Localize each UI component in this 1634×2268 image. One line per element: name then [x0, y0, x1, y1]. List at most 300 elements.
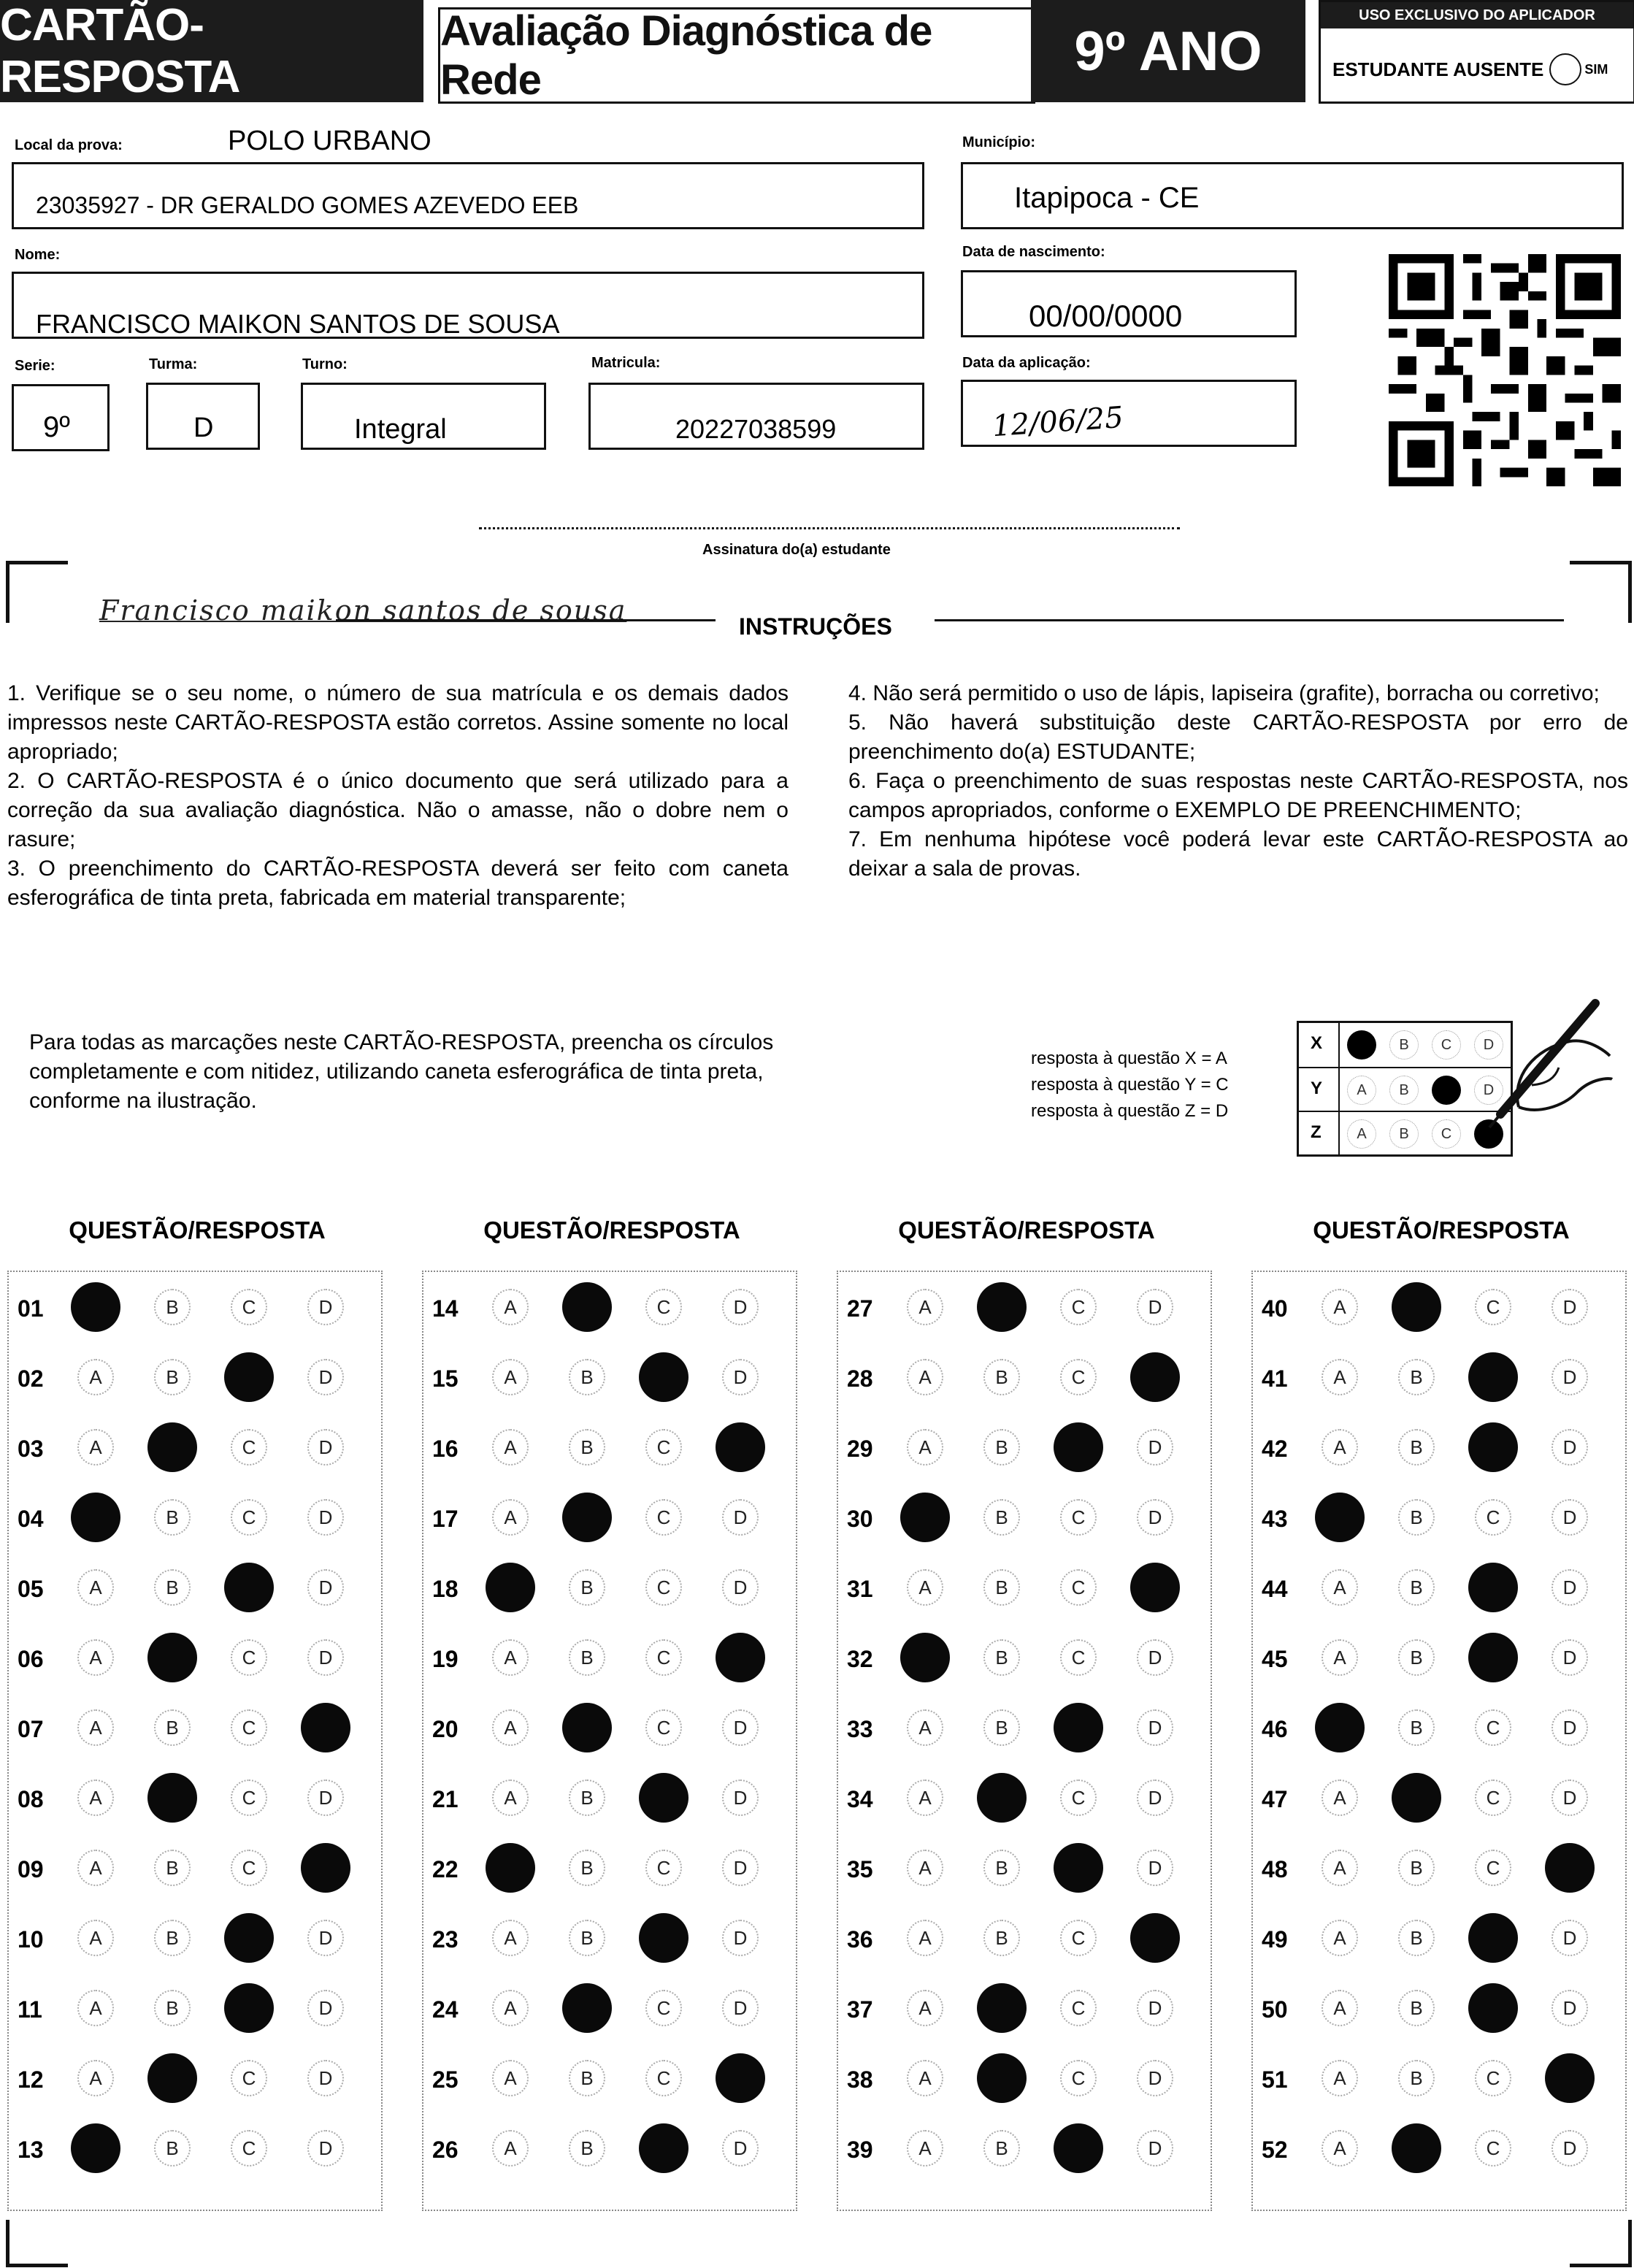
answer-bubble-a[interactable]: A — [907, 1709, 943, 1746]
student-signature: Francisco maikon santos de sousa — [99, 594, 627, 627]
answer-bubble-a[interactable]: A — [1322, 1920, 1358, 1956]
answer-bubble-c[interactable]: C — [231, 1429, 267, 1466]
answer-bubble-c[interactable]: C — [1060, 2060, 1097, 2096]
answer-bubble-a[interactable]: A — [77, 1429, 114, 1466]
answer-bubble-a[interactable] — [71, 1493, 120, 1542]
answer-bubble-a[interactable]: A — [907, 1920, 943, 1956]
answer-bubble-d[interactable]: D — [1137, 1850, 1173, 1886]
answer-bubble-b[interactable] — [977, 1282, 1027, 1332]
answer-bubble-a[interactable]: A — [492, 1499, 529, 1536]
answer-bubble-d[interactable]: D — [1551, 2130, 1588, 2167]
answer-bubble-d[interactable]: D — [1551, 1429, 1588, 1466]
answer-bubble-d[interactable]: D — [307, 1779, 344, 1816]
example-bubble-c: C — [1432, 1030, 1461, 1060]
answer-bubble-b[interactable]: B — [154, 1850, 191, 1886]
answer-bubble-d[interactable]: D — [307, 1990, 344, 2026]
column-title: QUESTÃO/RESPOSTA — [1313, 1217, 1570, 1244]
answer-bubble-b[interactable]: B — [154, 1569, 191, 1606]
answer-bubble-a[interactable]: A — [77, 1639, 114, 1676]
exam-title-banner — [438, 7, 1035, 104]
answer-bubble-b[interactable]: B — [569, 1569, 605, 1606]
answer-bubble-c[interactable] — [1468, 1563, 1518, 1612]
question-number: 03 — [18, 1436, 44, 1462]
municipio-label: Município: — [962, 134, 1035, 150]
answer-bubble-c[interactable]: C — [1475, 1289, 1511, 1325]
answer-bubble-c[interactable] — [1468, 1633, 1518, 1682]
answer-bubble-a[interactable]: A — [492, 1709, 529, 1746]
question-number: 30 — [847, 1506, 873, 1532]
answer-bubble-b[interactable]: B — [983, 1639, 1020, 1676]
answer-bubble-b[interactable]: B — [569, 1779, 605, 1816]
question-row — [837, 1986, 1231, 2030]
answer-bubble-b[interactable]: B — [1398, 1429, 1435, 1466]
absent-label: ESTUDANTE AUSENTE — [1332, 58, 1544, 80]
question-number: 42 — [1262, 1436, 1288, 1462]
answer-bubble-a[interactable] — [71, 2123, 120, 2173]
answer-bubble-b[interactable] — [1392, 1282, 1441, 1332]
answer-bubble-a[interactable]: A — [1322, 1289, 1358, 1325]
corner-bottom-right — [1570, 2220, 1632, 2267]
question-row — [7, 1846, 402, 1890]
answer-bubble-a[interactable] — [71, 1282, 120, 1332]
question-number: 51 — [1262, 2066, 1288, 2093]
turno-value: Integral — [354, 414, 447, 445]
answer-bubble-c[interactable] — [639, 1913, 688, 1963]
answer-bubble-c[interactable]: C — [1060, 1289, 1097, 1325]
answer-bubble-a[interactable]: A — [1322, 1569, 1358, 1606]
answer-bubble-c[interactable]: C — [645, 1990, 682, 2026]
absent-row — [1332, 53, 1608, 85]
answer-bubble-d[interactable] — [301, 1703, 350, 1752]
answer-bubble-c[interactable] — [639, 2123, 688, 2173]
answer-bubble-b[interactable]: B — [569, 1359, 605, 1395]
question-row — [1251, 1495, 1634, 1539]
answer-bubble-d[interactable]: D — [1551, 1709, 1588, 1746]
turma-label: Turma: — [149, 356, 198, 372]
example-row-label: Y — [1311, 1079, 1323, 1098]
answer-bubble-b[interactable] — [147, 1633, 197, 1682]
instruction-item: 2. O CARTÃO-RESPOSTA é o único documento que será utilizado para a correção da sua avaliação diagnóstica. Não o amasse, não o dobre nem o rasure; — [7, 769, 789, 851]
answer-bubble-d[interactable]: D — [1137, 1990, 1173, 2026]
answer-bubble-c[interactable]: C — [1475, 1779, 1511, 1816]
answer-bubble-d[interactable]: D — [307, 1569, 344, 1606]
answer-bubble-b[interactable] — [977, 2053, 1027, 2103]
question-number: 15 — [432, 1365, 459, 1392]
answer-bubble-d[interactable]: D — [307, 1499, 344, 1536]
fill-instructions: Para todas as marcações neste CARTÃO-RESPOSTA, preencha os círculos completamente e com nitidez, utilizando caneta esferográfica de tinta preta, conforme na ilustração. — [29, 1030, 774, 1113]
example-row-label: Z — [1311, 1122, 1322, 1142]
answer-bubble-b[interactable]: B — [569, 2060, 605, 2096]
instructions-rule-left — [336, 619, 716, 621]
answer-bubble-d[interactable]: D — [307, 1289, 344, 1325]
answer-bubble-b[interactable]: B — [154, 2130, 191, 2167]
question-number: 36 — [847, 1926, 873, 1953]
example-row-divider — [1338, 1112, 1340, 1156]
nome-field — [12, 272, 924, 339]
example-bubble-d: D — [1474, 1076, 1503, 1105]
question-row — [422, 1986, 816, 2030]
answer-bubble-c[interactable]: C — [231, 1289, 267, 1325]
answer-bubble-d[interactable]: D — [722, 1850, 759, 1886]
answer-bubble-d[interactable]: D — [307, 1920, 344, 1956]
question-number: 07 — [18, 1716, 44, 1742]
answer-bubble-c[interactable]: C — [645, 1639, 682, 1676]
turma-field — [146, 383, 260, 450]
answer-bubble-c[interactable] — [1054, 2123, 1103, 2173]
answer-bubble-b[interactable] — [1392, 1773, 1441, 1823]
question-number: 08 — [18, 1786, 44, 1812]
answer-bubble-a[interactable]: A — [907, 1289, 943, 1325]
answer-bubble-a[interactable]: A — [492, 1359, 529, 1395]
question-number: 09 — [18, 1856, 44, 1882]
answer-bubble-b[interactable]: B — [1398, 1499, 1435, 1536]
answer-bubble-b[interactable]: B — [983, 1569, 1020, 1606]
question-row — [1251, 1566, 1634, 1609]
answer-bubble-a[interactable]: A — [1322, 1639, 1358, 1676]
answer-bubble-c[interactable]: C — [231, 1779, 267, 1816]
question-number: 47 — [1262, 1786, 1288, 1812]
answer-bubble-a[interactable]: A — [77, 1569, 114, 1606]
answer-bubble-a[interactable]: A — [77, 1920, 114, 1956]
answer-bubble-d[interactable]: D — [1137, 1709, 1173, 1746]
answer-bubble-c[interactable]: C — [231, 1850, 267, 1886]
instructions-left — [7, 679, 789, 913]
question-number: 16 — [432, 1436, 459, 1462]
answer-bubble-d[interactable]: D — [1551, 1779, 1588, 1816]
question-number: 45 — [1262, 1646, 1288, 1672]
question-row — [837, 1846, 1231, 1890]
answer-bubble-a[interactable]: A — [492, 2130, 529, 2167]
answer-bubble-a[interactable]: A — [907, 1359, 943, 1395]
answer-bubble-d[interactable]: D — [1551, 1990, 1588, 2026]
answer-bubble-d[interactable]: D — [307, 2130, 344, 2167]
answer-bubble-b[interactable] — [562, 1703, 612, 1752]
answer-bubble-b[interactable]: B — [1398, 1850, 1435, 1886]
answer-bubble-b[interactable]: B — [154, 1920, 191, 1956]
answer-bubble-b[interactable]: B — [1398, 1359, 1435, 1395]
answer-bubble-a[interactable]: A — [1322, 1359, 1358, 1395]
answer-bubble-b[interactable]: B — [569, 1920, 605, 1956]
instructions-rule-right — [935, 619, 1564, 621]
answer-bubble-c[interactable]: C — [1060, 1990, 1097, 2026]
answer-bubble-c[interactable]: C — [1475, 1709, 1511, 1746]
answer-bubble-c[interactable] — [224, 1563, 274, 1612]
answer-bubble-a[interactable]: A — [492, 2060, 529, 2096]
question-number: 35 — [847, 1856, 873, 1882]
question-number: 17 — [432, 1506, 459, 1532]
answer-bubble-b[interactable]: B — [569, 1850, 605, 1886]
answer-bubble-b[interactable] — [1392, 2123, 1441, 2173]
answer-bubble-c[interactable]: C — [1475, 1850, 1511, 1886]
answer-bubble-a[interactable] — [486, 1843, 535, 1893]
answer-bubble-b[interactable]: B — [1398, 1569, 1435, 1606]
answer-bubble-b[interactable]: B — [983, 1850, 1020, 1886]
answer-bubble-a[interactable]: A — [907, 2060, 943, 2096]
answer-bubble-b[interactable]: B — [983, 1920, 1020, 1956]
answer-bubble-c[interactable]: C — [231, 2130, 267, 2167]
answer-bubble-a[interactable]: A — [77, 1359, 114, 1395]
answer-bubble-b[interactable]: B — [154, 1499, 191, 1536]
answer-bubble-b[interactable] — [977, 1983, 1027, 2033]
answer-bubble-a[interactable]: A — [77, 2060, 114, 2096]
instruction-item: 5. Não haverá substituição deste CARTÃO-RESPOSTA por erro de preenchimento do(a) ESTUDANTE; — [848, 710, 1628, 764]
answer-bubble-d[interactable] — [301, 1843, 350, 1893]
question-number: 46 — [1262, 1716, 1288, 1742]
question-number: 21 — [432, 1786, 459, 1812]
card-title: CARTÃO-RESPOSTA — [0, 0, 240, 102]
question-number: 39 — [847, 2137, 873, 2163]
answer-bubble-b[interactable] — [147, 1422, 197, 1472]
answer-bubble-a[interactable]: A — [492, 1920, 529, 1956]
answer-bubble-c[interactable]: C — [1475, 2130, 1511, 2167]
question-number: 25 — [432, 2066, 459, 2093]
answer-bubble-d[interactable]: D — [722, 1779, 759, 1816]
question-number: 12 — [18, 2066, 44, 2093]
answer-bubble-d[interactable]: D — [1551, 1639, 1588, 1676]
municipio-field — [961, 162, 1624, 229]
answer-bubble-b[interactable]: B — [1398, 1639, 1435, 1676]
answer-bubble-c[interactable]: C — [645, 2060, 682, 2096]
answer-bubble-d[interactable]: D — [1551, 1359, 1588, 1395]
question-number: 19 — [432, 1646, 459, 1672]
serie-label: Serie: — [15, 358, 55, 374]
example-bubble-a: A — [1347, 1119, 1376, 1149]
answer-bubble-b[interactable]: B — [154, 1990, 191, 2026]
answer-bubble-c[interactable] — [1468, 1352, 1518, 1402]
question-row — [422, 1776, 816, 1820]
answer-bubble-a[interactable]: A — [492, 1289, 529, 1325]
answer-bubble-a[interactable]: A — [77, 1990, 114, 2026]
answer-bubble-c[interactable]: C — [231, 2060, 267, 2096]
answer-bubble-a[interactable]: A — [77, 1850, 114, 1886]
answer-bubble-c[interactable]: C — [1060, 1920, 1097, 1956]
question-row — [837, 1636, 1231, 1679]
answer-bubble-d[interactable] — [1545, 1843, 1595, 1893]
answer-bubble-b[interactable] — [977, 1773, 1027, 1823]
answer-bubble-c[interactable]: C — [645, 1289, 682, 1325]
example-bubble-b: B — [1389, 1076, 1419, 1105]
answer-bubble-d[interactable]: D — [722, 1499, 759, 1536]
answer-bubble-a[interactable] — [900, 1633, 950, 1682]
answer-bubble-b[interactable]: B — [1398, 1709, 1435, 1746]
answer-bubble-a[interactable]: A — [907, 1569, 943, 1606]
answer-bubble-c[interactable] — [224, 1913, 274, 1963]
answer-bubble-a[interactable]: A — [907, 1779, 943, 1816]
answer-bubble-c[interactable]: C — [645, 1499, 682, 1536]
matricula-label: Matricula: — [591, 355, 661, 371]
answer-bubble-c[interactable]: C — [231, 1499, 267, 1536]
answer-bubble-d[interactable] — [716, 2053, 765, 2103]
answer-bubble-d[interactable]: D — [1551, 1289, 1588, 1325]
answer-bubble-c[interactable] — [639, 1352, 688, 1402]
answer-bubble-c[interactable]: C — [1060, 1639, 1097, 1676]
answer-bubble-c[interactable]: C — [645, 1429, 682, 1466]
answer-bubble-c[interactable]: C — [645, 1709, 682, 1746]
question-number: 44 — [1262, 1576, 1288, 1602]
answer-bubble-d[interactable]: D — [1137, 1429, 1173, 1466]
question-row — [7, 1495, 402, 1539]
question-row — [837, 1776, 1231, 1820]
answer-bubble-a[interactable] — [1315, 1493, 1365, 1542]
answer-bubble-a[interactable]: A — [1322, 1990, 1358, 2026]
answer-bubble-d[interactable] — [1130, 1913, 1180, 1963]
answer-bubble-a[interactable]: A — [1322, 1850, 1358, 1886]
signature-line — [479, 527, 1180, 529]
question-row — [837, 2126, 1231, 2170]
answer-bubble-a[interactable]: A — [1322, 2060, 1358, 2096]
answer-bubble-c[interactable]: C — [1060, 1499, 1097, 1536]
answer-bubble-c[interactable] — [1468, 1422, 1518, 1472]
example-bubble-c: C — [1432, 1119, 1461, 1149]
answer-bubble-b[interactable]: B — [569, 1429, 605, 1466]
instruction-item: 6. Faça o preenchimento de suas respostas neste CARTÃO-RESPOSTA, nos campos apropriados, conforme o EXEMPLO DE PREENCHIMENTO; — [848, 769, 1628, 822]
answer-bubble-b[interactable]: B — [1398, 1990, 1435, 2026]
answer-bubble-a[interactable]: A — [492, 1639, 529, 1676]
question-row — [1251, 2056, 1634, 2100]
answer-bubble-a[interactable] — [1315, 1703, 1365, 1752]
answer-bubble-d[interactable]: D — [307, 2060, 344, 2096]
question-number: 24 — [432, 1996, 459, 2023]
answer-bubble-c[interactable]: C — [1060, 1569, 1097, 1606]
answer-bubble-c[interactable] — [1468, 1983, 1518, 2033]
question-number: 29 — [847, 1436, 873, 1462]
answer-bubble-a[interactable]: A — [492, 1429, 529, 1466]
answer-bubble-d[interactable]: D — [1137, 1779, 1173, 1816]
answer-bubble-a[interactable] — [900, 1493, 950, 1542]
answer-bubble-a[interactable]: A — [77, 1779, 114, 1816]
answer-bubble-b[interactable] — [562, 1282, 612, 1332]
answer-bubble-c[interactable]: C — [645, 1569, 682, 1606]
question-number: 05 — [18, 1576, 44, 1602]
answer-bubble-a[interactable]: A — [492, 1779, 529, 1816]
answer-bubble-c[interactable] — [224, 1352, 274, 1402]
grade-label: 9º ANO — [1074, 20, 1262, 83]
applicator-box — [1319, 0, 1634, 104]
answer-bubble-d[interactable]: D — [307, 1639, 344, 1676]
answer-bubble-a[interactable]: A — [1322, 1779, 1358, 1816]
answer-bubble-c[interactable]: C — [1475, 2060, 1511, 2096]
question-row — [1251, 1776, 1634, 1820]
answer-bubble-d[interactable] — [1545, 2053, 1595, 2103]
answer-bubble-d[interactable]: D — [307, 1429, 344, 1466]
example-line: resposta à questão X = A — [1031, 1049, 1227, 1068]
question-row — [7, 1916, 402, 1960]
corner-top-right — [1570, 561, 1632, 623]
answer-bubble-d[interactable]: D — [722, 1990, 759, 2026]
answer-bubble-b[interactable]: B — [983, 1709, 1020, 1746]
turno-label: Turno: — [302, 356, 348, 372]
answer-bubble-d[interactable]: D — [722, 2130, 759, 2167]
question-number: 40 — [1262, 1295, 1288, 1322]
answer-bubble-c[interactable]: C — [1060, 1779, 1097, 1816]
answer-bubble-a[interactable] — [486, 1563, 535, 1612]
absent-bubble[interactable] — [1549, 53, 1581, 85]
aplicacao-handwritten: 12/06/25 — [991, 400, 1125, 444]
answer-bubble-c[interactable]: C — [231, 1709, 267, 1746]
answer-bubble-a[interactable]: A — [1322, 1429, 1358, 1466]
answer-bubble-c[interactable] — [1054, 1843, 1103, 1893]
answer-bubble-c[interactable] — [224, 1983, 274, 2033]
answer-bubble-c[interactable]: C — [1060, 1359, 1097, 1395]
municipio-value: Itapipoca - CE — [1014, 182, 1200, 214]
answer-bubble-d[interactable]: D — [1137, 2130, 1173, 2167]
question-number: 33 — [847, 1716, 873, 1742]
answer-bubble-d[interactable]: D — [722, 1569, 759, 1606]
question-row — [422, 1285, 816, 1329]
question-row — [837, 1285, 1231, 1329]
column-title: QUESTÃO/RESPOSTA — [898, 1217, 1155, 1244]
answer-bubble-c[interactable] — [1054, 1422, 1103, 1472]
answer-bubble-d[interactable]: D — [722, 1289, 759, 1325]
answer-bubble-d[interactable]: D — [1137, 2060, 1173, 2096]
answer-bubble-c[interactable] — [639, 1773, 688, 1823]
answer-bubble-d[interactable]: D — [722, 1920, 759, 1956]
question-number: 06 — [18, 1646, 44, 1672]
answer-bubble-b[interactable]: B — [569, 1639, 605, 1676]
answer-bubble-c[interactable]: C — [231, 1639, 267, 1676]
answer-bubble-d[interactable]: D — [1551, 1499, 1588, 1536]
example-legend — [1031, 1046, 1229, 1125]
answer-bubble-d[interactable] — [716, 1633, 765, 1682]
answer-bubble-d[interactable]: D — [1551, 1920, 1588, 1956]
answer-bubble-d[interactable]: D — [1137, 1289, 1173, 1325]
answer-bubble-d[interactable]: D — [1137, 1639, 1173, 1676]
answer-bubble-a[interactable]: A — [907, 1429, 943, 1466]
example-row-divider — [1338, 1068, 1340, 1112]
answer-bubble-c[interactable] — [1468, 1913, 1518, 1963]
answer-bubble-b[interactable]: B — [154, 1289, 191, 1325]
question-row — [1251, 1706, 1634, 1750]
answer-bubble-c[interactable]: C — [1475, 1499, 1511, 1536]
answer-bubble-b[interactable]: B — [1398, 1920, 1435, 1956]
answer-bubble-b[interactable] — [147, 1773, 197, 1823]
answer-bubble-b[interactable]: B — [154, 1359, 191, 1395]
question-number: 01 — [18, 1295, 44, 1322]
answer-bubble-d[interactable] — [716, 1422, 765, 1472]
answer-bubble-d[interactable]: D — [307, 1359, 344, 1395]
answer-bubble-c[interactable] — [1054, 1703, 1103, 1752]
answer-bubble-b[interactable]: B — [983, 1429, 1020, 1466]
answer-bubble-b[interactable]: B — [983, 1499, 1020, 1536]
question-row — [1251, 2126, 1634, 2170]
answer-bubble-b[interactable] — [562, 1493, 612, 1542]
aplicacao-label: Data da aplicação: — [962, 355, 1091, 371]
answer-bubble-b[interactable]: B — [983, 2130, 1020, 2167]
answer-bubble-d[interactable]: D — [1137, 1499, 1173, 1536]
answer-bubble-b[interactable]: B — [983, 1359, 1020, 1395]
answer-bubble-d[interactable]: D — [722, 1709, 759, 1746]
answer-bubble-a[interactable]: A — [77, 1709, 114, 1746]
answer-bubble-d[interactable]: D — [1551, 1569, 1588, 1606]
answer-bubble-d[interactable] — [1130, 1352, 1180, 1402]
answer-bubble-a[interactable]: A — [492, 1990, 529, 2026]
answer-bubble-b[interactable]: B — [154, 1709, 191, 1746]
answer-bubble-a[interactable]: A — [907, 2130, 943, 2167]
answer-bubble-b[interactable]: B — [569, 2130, 605, 2167]
answer-bubble-a[interactable]: A — [907, 1990, 943, 2026]
answer-bubble-a[interactable]: A — [907, 1850, 943, 1886]
question-row — [422, 2056, 816, 2100]
question-number: 38 — [847, 2066, 873, 2093]
answer-bubble-d[interactable] — [1130, 1563, 1180, 1612]
answer-bubble-b[interactable] — [147, 2053, 197, 2103]
answer-bubble-a[interactable]: A — [1322, 2130, 1358, 2167]
answer-bubble-c[interactable]: C — [645, 1850, 682, 1886]
answer-bubble-d[interactable]: D — [722, 1359, 759, 1395]
answer-bubble-b[interactable]: B — [1398, 2060, 1435, 2096]
answer-bubble-b[interactable] — [562, 1983, 612, 2033]
applicator-label: USO EXCLUSIVO DO APLICADOR — [1359, 7, 1595, 23]
